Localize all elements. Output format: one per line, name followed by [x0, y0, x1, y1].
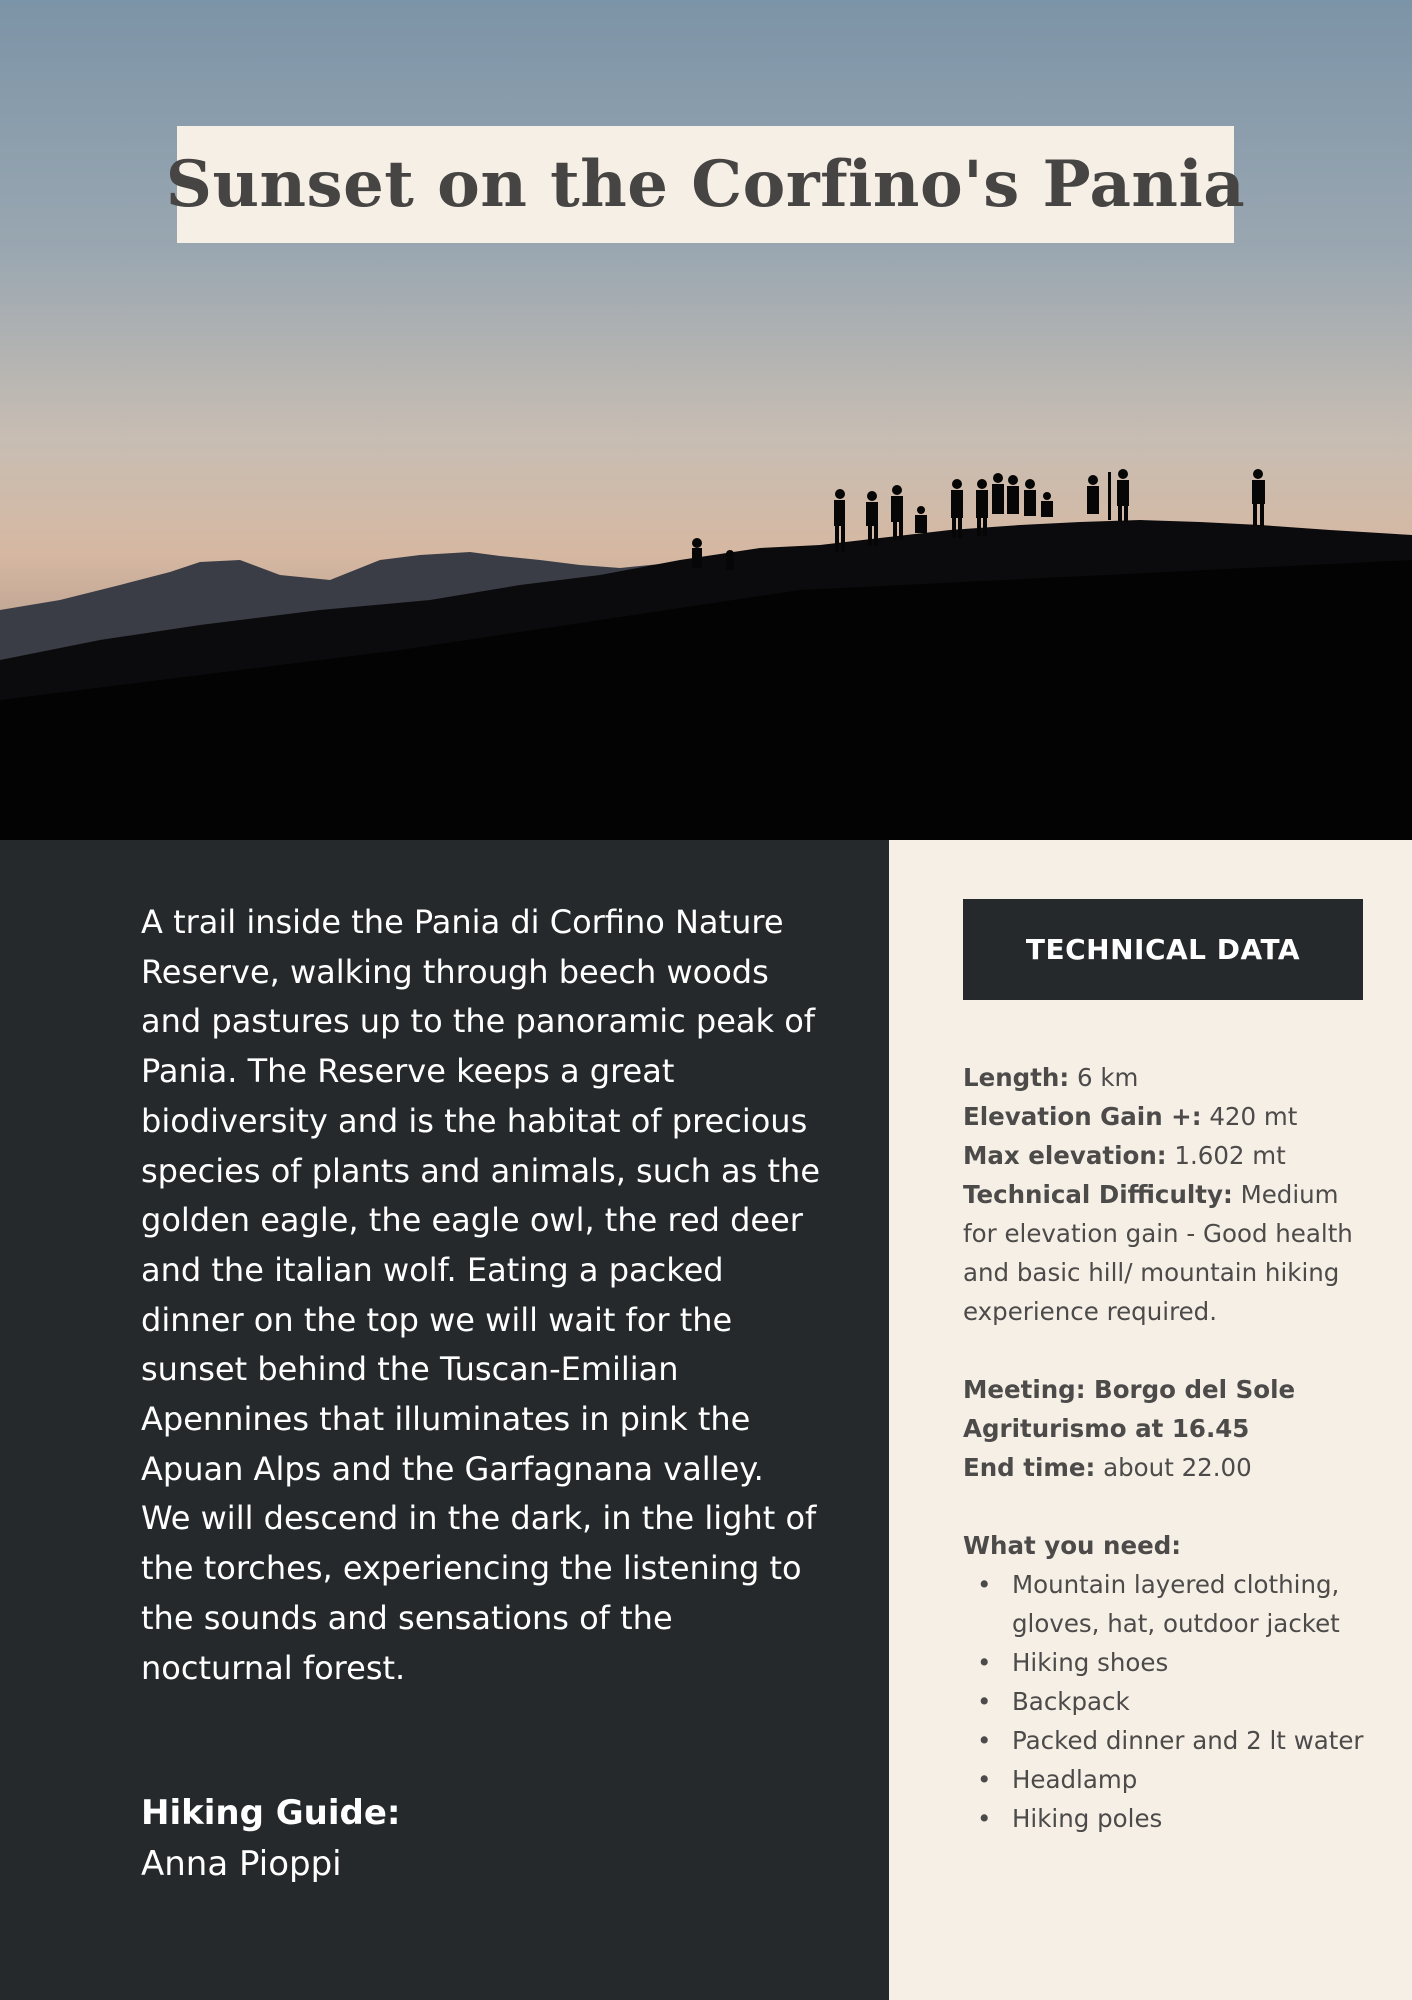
elevation-gain-label: Elevation Gain +: — [963, 1102, 1202, 1131]
description-paragraph-2: We will descend in the dark, in the light of the torches, experiencing the listening to the sounds and sensations of the nocturnal forest. — [141, 1499, 817, 1687]
list-item: • Headlamp — [963, 1760, 1373, 1799]
max-elevation-value: 1.602 mt — [1174, 1141, 1286, 1170]
list-item: • Hiking poles — [963, 1799, 1373, 1838]
meeting-label: Meeting: Borgo del Sole Agriturismo at 16.45 — [963, 1375, 1296, 1443]
needs-list — [963, 1565, 1373, 1838]
length-label: Length: — [963, 1063, 1070, 1092]
needs-label: What you need: — [963, 1531, 1182, 1560]
list-item: • Mountain layered clothing, gloves, hat, outdoor jacket — [963, 1565, 1373, 1643]
needs-heading — [963, 1526, 1373, 1565]
title-banner — [165, 126, 1246, 243]
list-item: • Packed dinner and 2 lt water — [963, 1721, 1373, 1760]
difficulty-value: Medium for elevation gain - Good health and basic hill/ mountain hiking experience required. — [963, 1180, 1353, 1326]
elevation-gain-row — [963, 1097, 1373, 1136]
end-time-label: End time: — [963, 1453, 1096, 1482]
list-item: • Backpack — [963, 1682, 1373, 1721]
technical-data-header: TECHNICAL DATA — [963, 899, 1363, 1000]
meeting-row — [963, 1370, 1373, 1448]
length-row — [963, 1058, 1373, 1097]
page-title: Sunset on the Corfino's Pania — [165, 147, 1246, 222]
length-value: 6 km — [1076, 1063, 1139, 1092]
hero-photo — [0, 0, 1412, 840]
technical-data-list — [963, 1058, 1373, 1838]
guide-name: Anna Pioppi — [141, 1844, 342, 1884]
description-paragraph-1: A trail inside the Pania di Corfino Nature Reserve, walking through beech woods and pastures up to the panoramic peak of Pania. The Reserve keeps a great biodiversity and is the habitat of precious species of plants and animals, such as the golden eagle, the eagle owl, the red deer and the italian wolf. Eating a packed dinner on the top we will wait for the sunset behind the Tuscan-Emilian Apennines that illuminates in pink the Apuan Alps and the Garfagnana valley. — [141, 903, 820, 1488]
end-time-row — [963, 1448, 1373, 1487]
difficulty-row — [963, 1175, 1373, 1331]
guide-label: Hiking Guide: — [141, 1793, 401, 1833]
trail-description — [141, 898, 821, 1693]
list-item: • Hiking shoes — [963, 1643, 1373, 1682]
max-elevation-row — [963, 1136, 1373, 1175]
difficulty-label: Technical Difficulty: — [963, 1180, 1233, 1209]
max-elevation-label: Max elevation: — [963, 1141, 1167, 1170]
end-time-value: about 22.00 — [1103, 1453, 1252, 1482]
elevation-gain-value: 420 mt — [1209, 1102, 1298, 1131]
